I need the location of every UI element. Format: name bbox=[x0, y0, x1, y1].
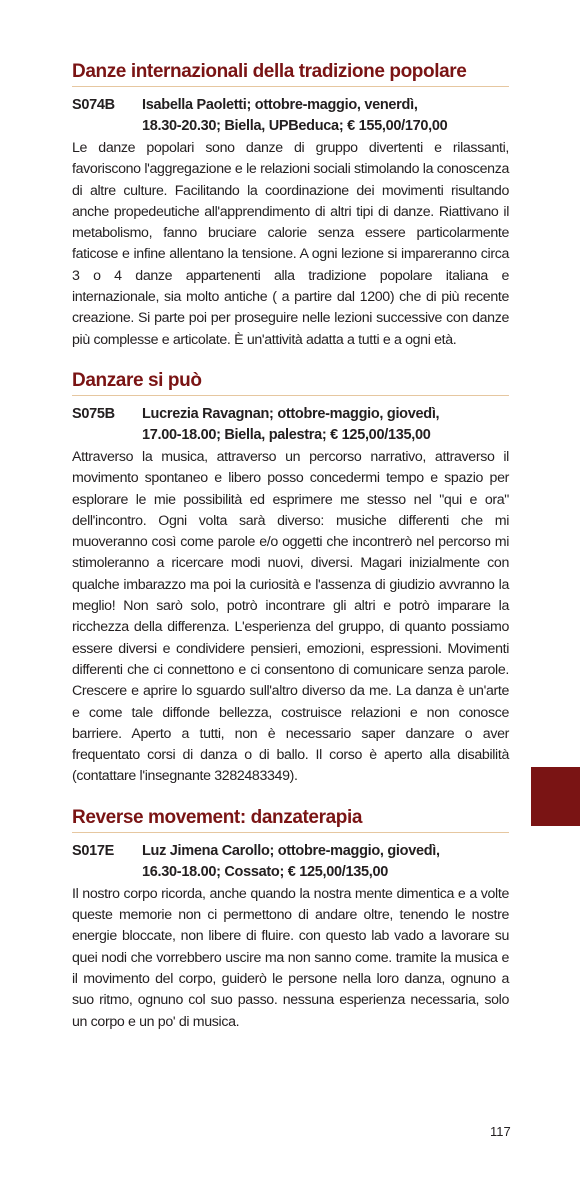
course-code: S075B bbox=[72, 405, 115, 422]
course-info bbox=[142, 841, 509, 883]
course-info-line: 18.30-20.30; Biella, UPBeduca; € 155,00/170,00 bbox=[142, 118, 448, 134]
course-info-line: 17.00-18.00; Biella, palestra; € 125,00/135,00 bbox=[142, 426, 431, 443]
course-info-line: Lucrezia Ravagnan; ottobre-maggio, giovedì, bbox=[142, 405, 440, 422]
course-info bbox=[142, 404, 509, 446]
section-title: Danze internazionali della tradizione popolare bbox=[72, 60, 509, 87]
page-content bbox=[72, 60, 509, 1051]
section-title: Danzare si può bbox=[72, 369, 509, 396]
course-description: Il nostro corpo ricorda, anche quando la nostra mente dimentica e a volte queste memorie non ci permettono di andare oltre, tenendo le nostre energie bloccate, non libere di fluire. con questo lab vado a lavorare su quei nodi che vorrebbero uscire ma non sanno come. tramite la musica e il movimento del corpo, guiderò le persone nella loro danza, ognuno a suo ritmo, ognuno col suo passo. nessuna esperienza necessaria, solo un corpo e un po' di musica. bbox=[72, 885, 509, 1030]
page-number: 117 bbox=[490, 1124, 511, 1139]
course-description: Attraverso la musica, attraverso un percorso narrativo, attraverso il movimento spontaneo e libero posso concedermi tempo e spazio per esplorare le mie possibilità ed esprimere me stesso nel "qui e ora" dell'incontro. Ogni volta sarà diverso: musiche differenti che mi muoveranno così come parole e/o oggetti che incontrerò nel percorso mi stimoleranno a ricercare modi nuovi, diversi. Magari inizialmente con qualche imbarazzo ma poi la curiosità e l'assenza di giudizio avvranno la meglio! Non sarò solo, potrò incontrare gli altri e potrò imparare la ricchezza della differenza. L'esperienza del gruppo, di quanto possiamo essere diversi e condividere pensieri, emozioni, espressioni. Movimenti differenti che ci connettono e ci consentono di comunicare senza parole. Crescere e aprire lo sguardo sull'altro diverso da me. La danza è un'arte e come tale diffonde bellezza, costruisce relazioni e non conosce barriere. Aperto a tutti, non è necessario saper danzare o aver frequentato corsi di danza o di ballo. Il corso è aperto alla disabilità (contattare l'insegnante 3282483349). bbox=[72, 448, 509, 785]
course-meta bbox=[72, 841, 509, 883]
course-section-s017e bbox=[72, 806, 509, 1033]
course-section-s074b bbox=[72, 60, 509, 351]
course-code: S017E bbox=[72, 842, 115, 859]
course-info-line: 16.30-18.00; Cossato; € 125,00/135,00 bbox=[142, 863, 389, 880]
course-meta bbox=[72, 95, 509, 137]
course-code: S074B bbox=[72, 97, 115, 113]
section-title: Reverse movement: danzaterapia bbox=[72, 806, 509, 833]
course-description: Le danze popolari sono danze di gruppo divertenti e rilassanti, favoriscono l'aggregazione e le relazioni sociali stimolando la conoscenza di altre culture. Facilitando la coordinazione dei movimenti risultando anche propedeutiche all'apprendimento di altri tipi di danze. Riattivano il metabolismo, fanno bruciare calorie senza essere particolarmente faticose e infine allentano la tensione. A ogni lezione si impareranno circa 3 o 4 danze appartenenti alla tradizione popolare italiana e internazionale, sia molto antiche ( a partire dal 1200) che di più recente creazione. Si parte poi per proseguire nelle lezioni successive con danze più complesse e articolate. È un'attività adatta a tutti e a ogni età. bbox=[72, 140, 509, 348]
course-section-s075b bbox=[72, 369, 509, 788]
chapter-tab-marker bbox=[531, 767, 580, 826]
course-meta bbox=[72, 404, 509, 446]
course-info bbox=[142, 95, 509, 137]
course-info-line: Luz Jimena Carollo; ottobre-maggio, giovedì, bbox=[142, 842, 440, 859]
course-info-line: Isabella Paoletti; ottobre-maggio, venerdì, bbox=[142, 97, 418, 113]
